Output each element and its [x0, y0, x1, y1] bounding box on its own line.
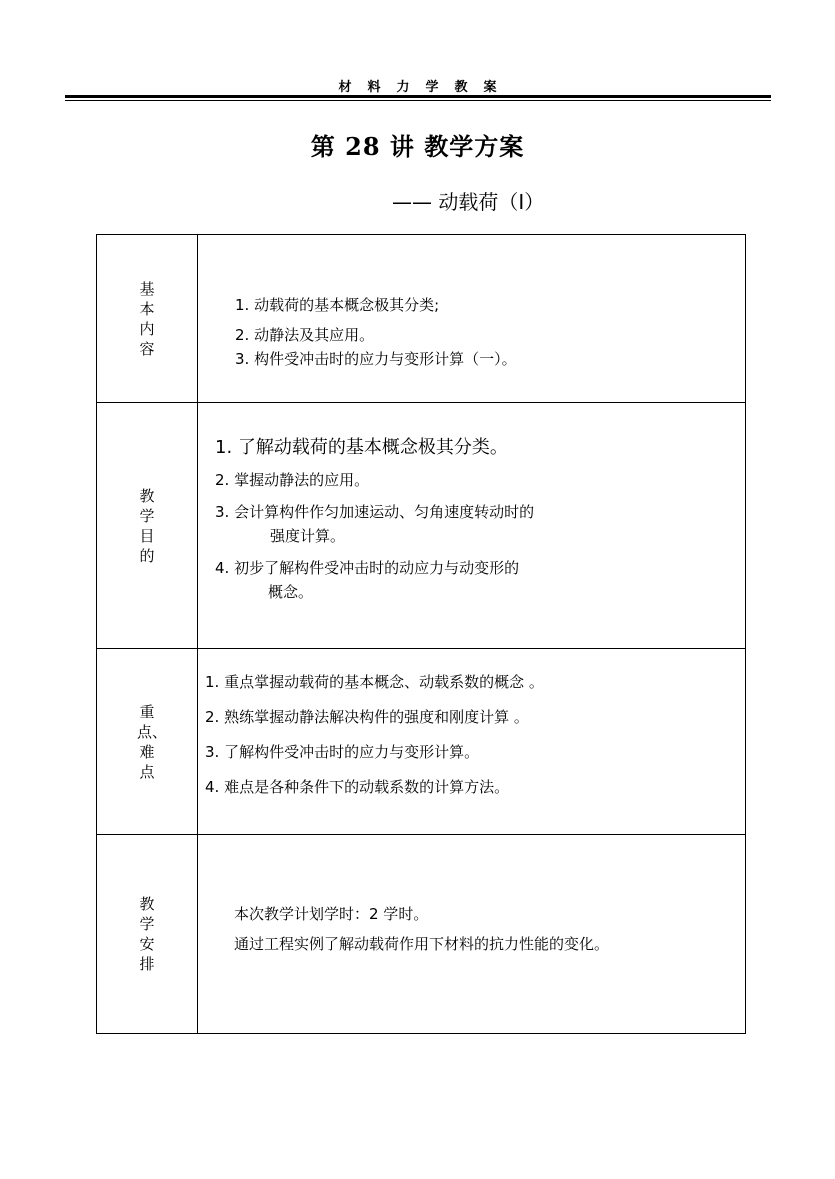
- list-item: 本次教学计划学时：2 学时。: [234, 905, 429, 923]
- row-content-cell: [198, 403, 746, 649]
- basic-content-list: [198, 295, 745, 369]
- teaching-goals-list: [198, 438, 745, 602]
- row-content-cell: [198, 649, 746, 835]
- list-item: 1. 动载荷的基本概念极其分类;: [235, 295, 440, 314]
- row-label-cell: [97, 649, 198, 835]
- list-item: 4. 难点是各种条件下的动载系数的计算方法。: [205, 777, 510, 796]
- teaching-schedule-text: [198, 904, 745, 954]
- list-item: 2. 熟练掌握动静法解决构件的强度和刚度计算 。: [205, 707, 529, 726]
- row-content-cell: [198, 235, 746, 403]
- list-item: 通过工程实例了解动载荷作用下材料的抗力性能的变化。: [234, 935, 610, 953]
- row-label-cell: [97, 835, 198, 1034]
- row-label-cell: [97, 403, 198, 649]
- row-label-cell: [97, 235, 198, 403]
- list-item: 3. 构件受冲击时的应力与变形计算（一）。: [235, 349, 517, 368]
- list-item: 1. 重点掌握动载荷的基本概念、动载系数的概念 。: [205, 672, 544, 691]
- list-item: 4. 初步了解构件受冲击时的动应力与动变形的: [215, 558, 520, 577]
- table-row-teaching-schedule: [97, 835, 746, 1034]
- row-label-teaching-goals: 教学目的: [139, 486, 155, 565]
- lecture-subtitle: —— 动载荷（Ⅰ）: [392, 190, 545, 214]
- list-item-continuation: 强度计算。: [270, 526, 346, 545]
- list-item: 3. 会计算构件作匀加速运动、匀角速度转动时的: [215, 502, 535, 521]
- row-content-cell: [198, 835, 746, 1034]
- row-label-key-points: 重点、难点: [137, 702, 168, 781]
- list-item: 3. 了解构件受冲击时的应力与变形计算。: [205, 742, 480, 761]
- header-rule-thick: [65, 95, 771, 98]
- row-label-basic-content: 基本内容: [139, 279, 155, 358]
- list-item-continuation: 概念。: [268, 582, 314, 601]
- list-item: 1. 了解动载荷的基本概念极其分类。: [215, 436, 508, 458]
- table-row-teaching-goals: [97, 403, 746, 649]
- row-label-teaching-schedule: 教学安排: [139, 895, 155, 973]
- key-points-list: [198, 672, 745, 797]
- lecture-title: 第 28 讲 教学方案: [310, 132, 525, 161]
- teaching-plan-table: [96, 234, 746, 1034]
- header-rule-thin: [65, 100, 771, 101]
- table-row-basic-content: [97, 235, 746, 403]
- table-row-key-points: [97, 649, 746, 835]
- list-item: 2. 掌握动静法的应用。: [215, 470, 370, 489]
- list-item: 2. 动静法及其应用。: [235, 325, 375, 344]
- document-header: 材料力学教案: [338, 80, 513, 95]
